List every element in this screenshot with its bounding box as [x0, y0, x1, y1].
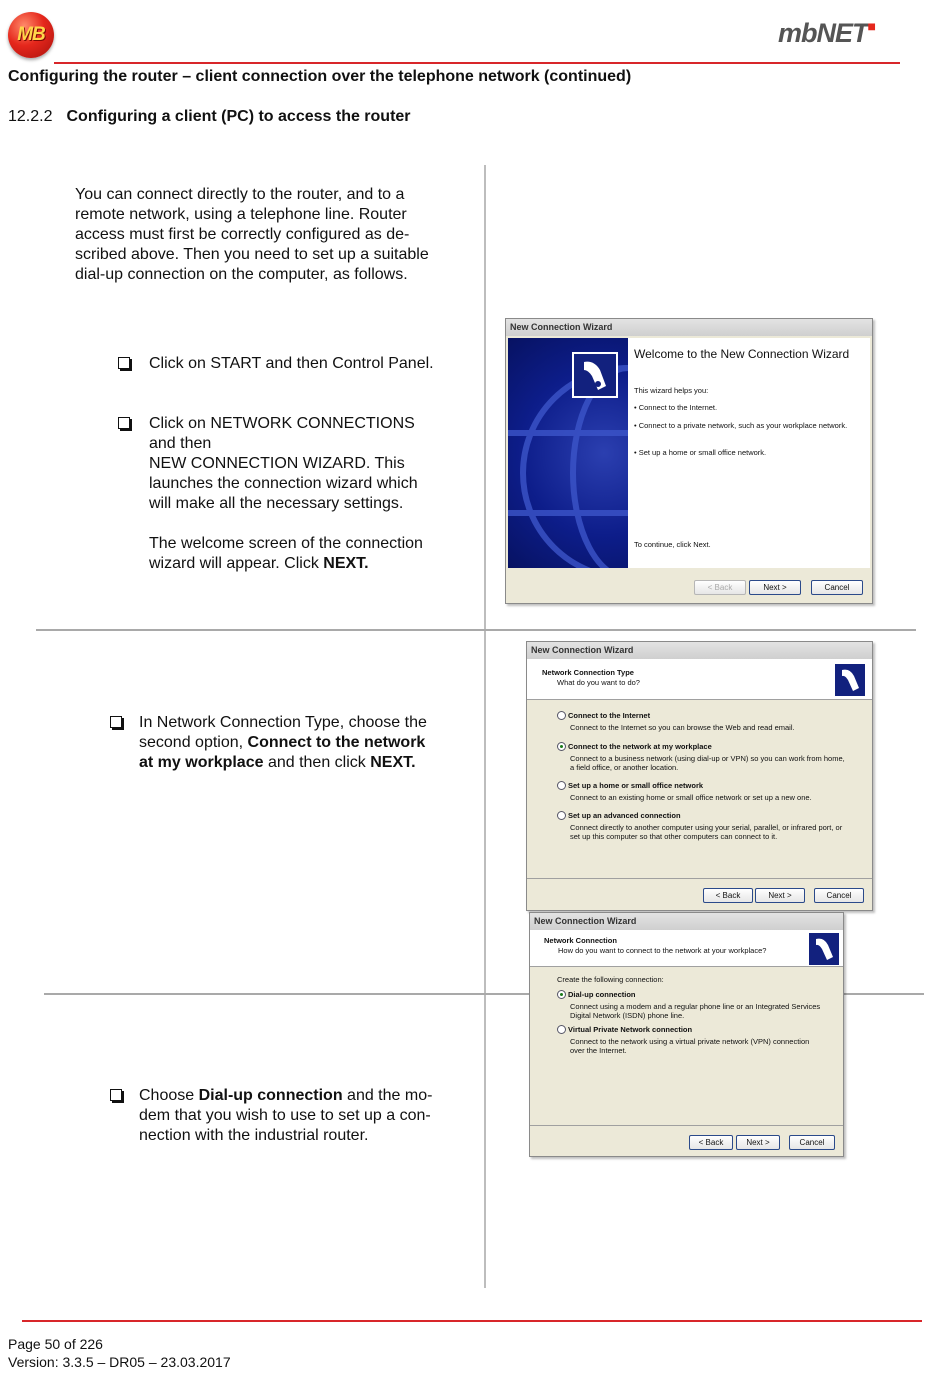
wizard-content: Welcome to the New Connection Wizard This wizard helps you: • Connect to the Internet. • Connect to a private network, such as your workplace network. • Set up a home or small office network. To continue, click Next. — [628, 338, 870, 568]
network-connection-wizard-screenshot: New Connection Wizard Network Connection How do you want to connect to the network at your workplace? Create the following connection: Dial-up connection Connect using a modem and a regular phone line or an Integrated Services Digital Network (ISDN) phone line. Virtual Private Network connection Connect to the network using a virtual private network (VPN) connection over the Internet. < Back Next > Cancel — [529, 912, 844, 1157]
back-button[interactable]: < Back — [689, 1135, 733, 1150]
cancel-button[interactable]: Cancel — [789, 1135, 835, 1150]
step-line: wizard will appear. Click NEXT. — [149, 555, 369, 572]
window-title: New Connection Wizard — [527, 642, 872, 659]
column-divider — [484, 165, 486, 1288]
globe-banner — [508, 338, 628, 568]
intro-line: scribed above. Then you need to set up a suitable — [75, 246, 429, 263]
brand-text: mbNET — [778, 18, 868, 48]
next-button[interactable]: Next > — [755, 888, 805, 903]
step-line: will make all the necessary settings. — [149, 495, 404, 512]
checkbox-bullet-icon — [110, 716, 122, 728]
checkbox-bullet-icon — [110, 1089, 122, 1101]
wizard-text: To continue, click Next. — [634, 540, 711, 549]
section-title: Configuring a client (PC) to access the router — [66, 108, 411, 125]
step-dialup: Choose Dial-up connection and the mo- dem that you wish to use to set up a con- nection with the industrial router. — [139, 1087, 433, 1144]
intro-paragraph — [75, 185, 475, 285]
step-start: Click on START and then Control Panel. — [149, 355, 434, 372]
window-title: New Connection Wizard — [530, 913, 843, 930]
intro-line: You can connect directly to the router, and to a — [75, 186, 405, 203]
page-title: Configuring the router – client connection over the telephone network (continued) — [8, 68, 632, 85]
step-network — [149, 414, 469, 574]
intro-line: dial-up connection on the computer, as follows. — [75, 266, 408, 283]
footer-rule — [22, 1320, 922, 1322]
step-connection-type: In Network Connection Type, choose the second option, Connect to the network at my workplace and then click NEXT. — [139, 714, 427, 771]
wizard-heading: Welcome to the New Connection Wizard — [634, 347, 850, 361]
radio-vpn[interactable] — [557, 1025, 566, 1034]
modem-icon — [572, 352, 618, 398]
cancel-button[interactable]: Cancel — [814, 888, 864, 903]
step-line: Click on NETWORK CONNECTIONS — [149, 415, 415, 432]
cancel-button[interactable]: Cancel — [811, 580, 863, 595]
brand-logo: mbNET■ — [778, 18, 875, 48]
next-button[interactable]: Next > — [736, 1135, 780, 1150]
welcome-wizard-screenshot — [505, 318, 873, 604]
intro-line: remote network, using a telephone line. Router — [75, 206, 407, 223]
modem-icon — [834, 663, 866, 697]
wizard-text: This wizard helps you: — [634, 386, 709, 395]
step-line: The welcome screen of the connection — [149, 535, 423, 552]
intro-line: access must first be correctly configured as de- — [75, 226, 410, 243]
next-button[interactable]: Next > — [749, 580, 801, 595]
wizard-header: Network Connection How do you want to connect to the network at your workplace? — [530, 930, 843, 967]
header-rule — [54, 62, 900, 64]
page-number: Page 50 of 226 — [8, 1336, 103, 1352]
row-divider — [36, 629, 916, 631]
back-button[interactable]: < Back — [694, 580, 746, 595]
section-heading — [8, 108, 411, 126]
step-line: and then — [149, 435, 212, 452]
radio-advanced[interactable] — [557, 811, 566, 820]
checkbox-bullet-icon — [118, 417, 130, 429]
version-info: Version: 3.3.5 – DR05 – 23.03.2017 — [8, 1354, 231, 1370]
connection-type-wizard-screenshot: New Connection Wizard Network Connection Type What do you want to do? Connect to the Internet Connect to the Internet so you can browse the Web and read email. Connect to the network at my workplace Connect to a business network (using dial-up or VPN) so you can work from home, a field office, or another location. Set up a home or small office network Connect to an existing home or small office network or set up a new one. Set up an advanced connection Connect directly to another computer using your serial, parallel, or infrared port, or set up this computer so that other computers can connect to it. < Back Next > Cancel — [526, 641, 873, 911]
mb-logo — [8, 12, 54, 58]
step-line: NEW CONNECTION WIZARD. This — [149, 455, 405, 472]
section-number: 12.2.2 — [8, 108, 53, 125]
logo-text: MB — [17, 24, 45, 45]
window-title: New Connection Wizard — [506, 319, 872, 336]
radio-dialup[interactable] — [557, 990, 566, 999]
radio-workplace[interactable] — [557, 742, 566, 751]
modem-icon — [808, 932, 840, 966]
wizard-header: Network Connection Type What do you want to do? — [527, 659, 872, 700]
radio-home-network[interactable] — [557, 781, 566, 790]
step-line: launches the connection wizard which — [149, 475, 418, 492]
radio-internet[interactable] — [557, 711, 566, 720]
back-button[interactable]: < Back — [703, 888, 753, 903]
checkbox-bullet-icon — [118, 357, 130, 369]
